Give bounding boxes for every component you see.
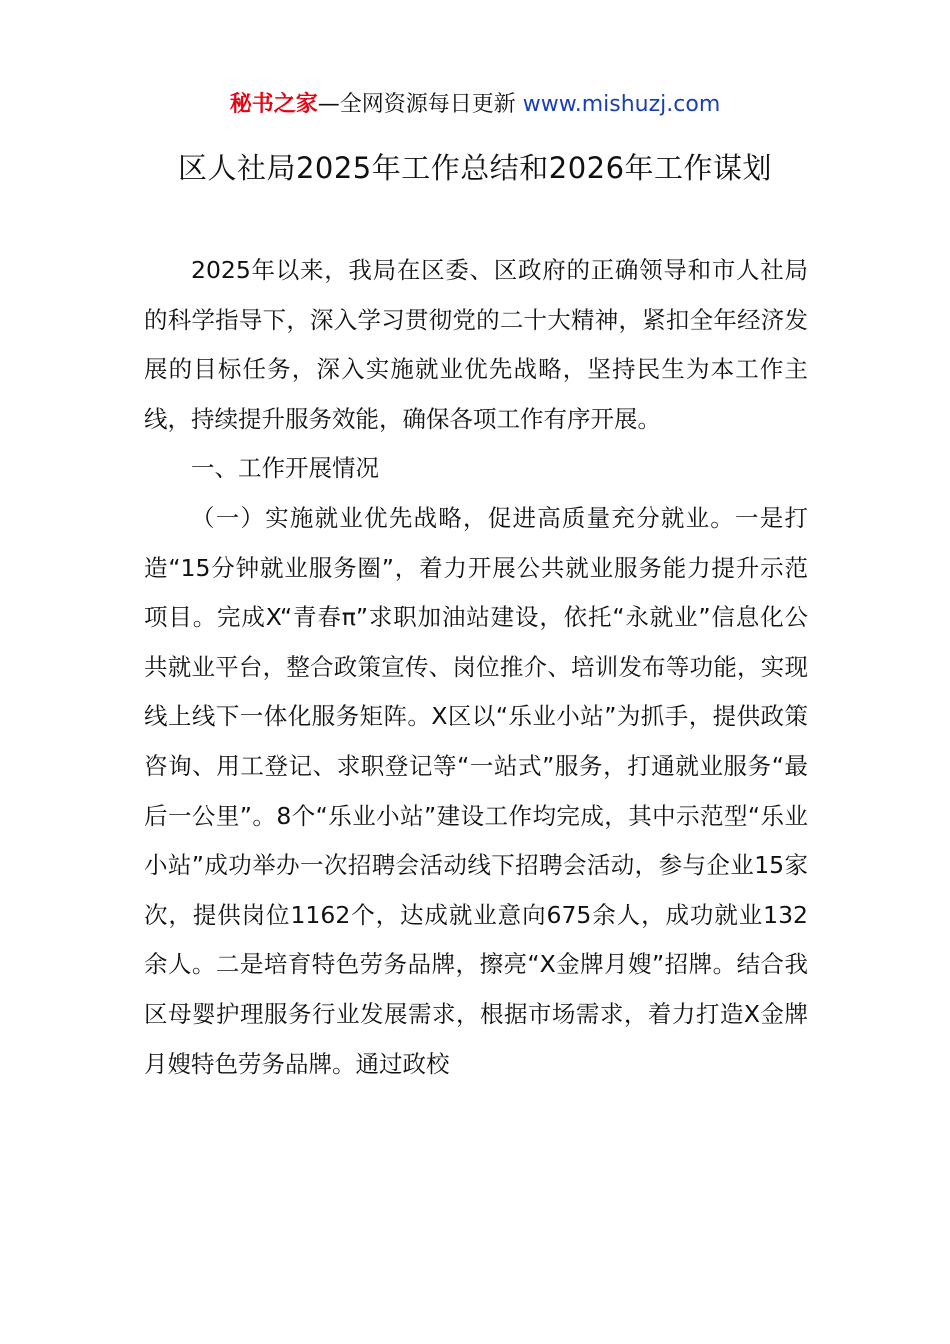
section-heading: 一、工作开展情况 — [191, 454, 379, 483]
site-url-link[interactable]: www.mishuzj.com — [522, 92, 721, 117]
body-paragraph: （一）实施就业优先战略，促进高质量充分就业。一是打造“15分钟就业服务圈”，着力开展公共就业服务能力提升示范项目。完成X“青春π”求职加油站建设，依托“永就业”信息化公共就业平台，整合政策宣传、岗位推介、培训发布等功能，实现线上线下一体化服务矩阵。X区以“乐业小站”为抓手，提供政策咨询、用工登记、求职登记等“一站式”服务，打通就业服务“最后一公里”。8个“乐业小站”建设工作均完成，其中示范型“乐业小站”成功举办一次招聘会活动线下招聘会活动，参与企业15家次，提供岗位1162个，达成就业意向675余人，成功就业132余人。二是培育特色劳务品牌，擦亮“X金牌月嫂”招牌。结合我区母婴护理服务行业发展需求，根据市场需求，着力打造X金牌月嫂特色劳务品牌。通过政校 — [144, 503, 808, 1078]
site-brand: 秘书之家 — [229, 92, 318, 117]
document-title: 区人社局2025年工作总结和2026年工作谋划 — [177, 151, 773, 185]
intro-paragraph: 2025年以来，我局在区委、区政府的正确领导和市人社局的科学指导下，深入学习贯彻党的二十大精神，紧扣全年经济发展的目标任务，深入实施就业优先战略，坚持民生为本工作主线，持续提升服务效能，确保各项工作有序开展。 — [144, 256, 808, 433]
document-body — [144, 246, 808, 1089]
site-tagline: —全网资源每日更新 — [317, 92, 523, 117]
site-header — [0, 88, 950, 122]
